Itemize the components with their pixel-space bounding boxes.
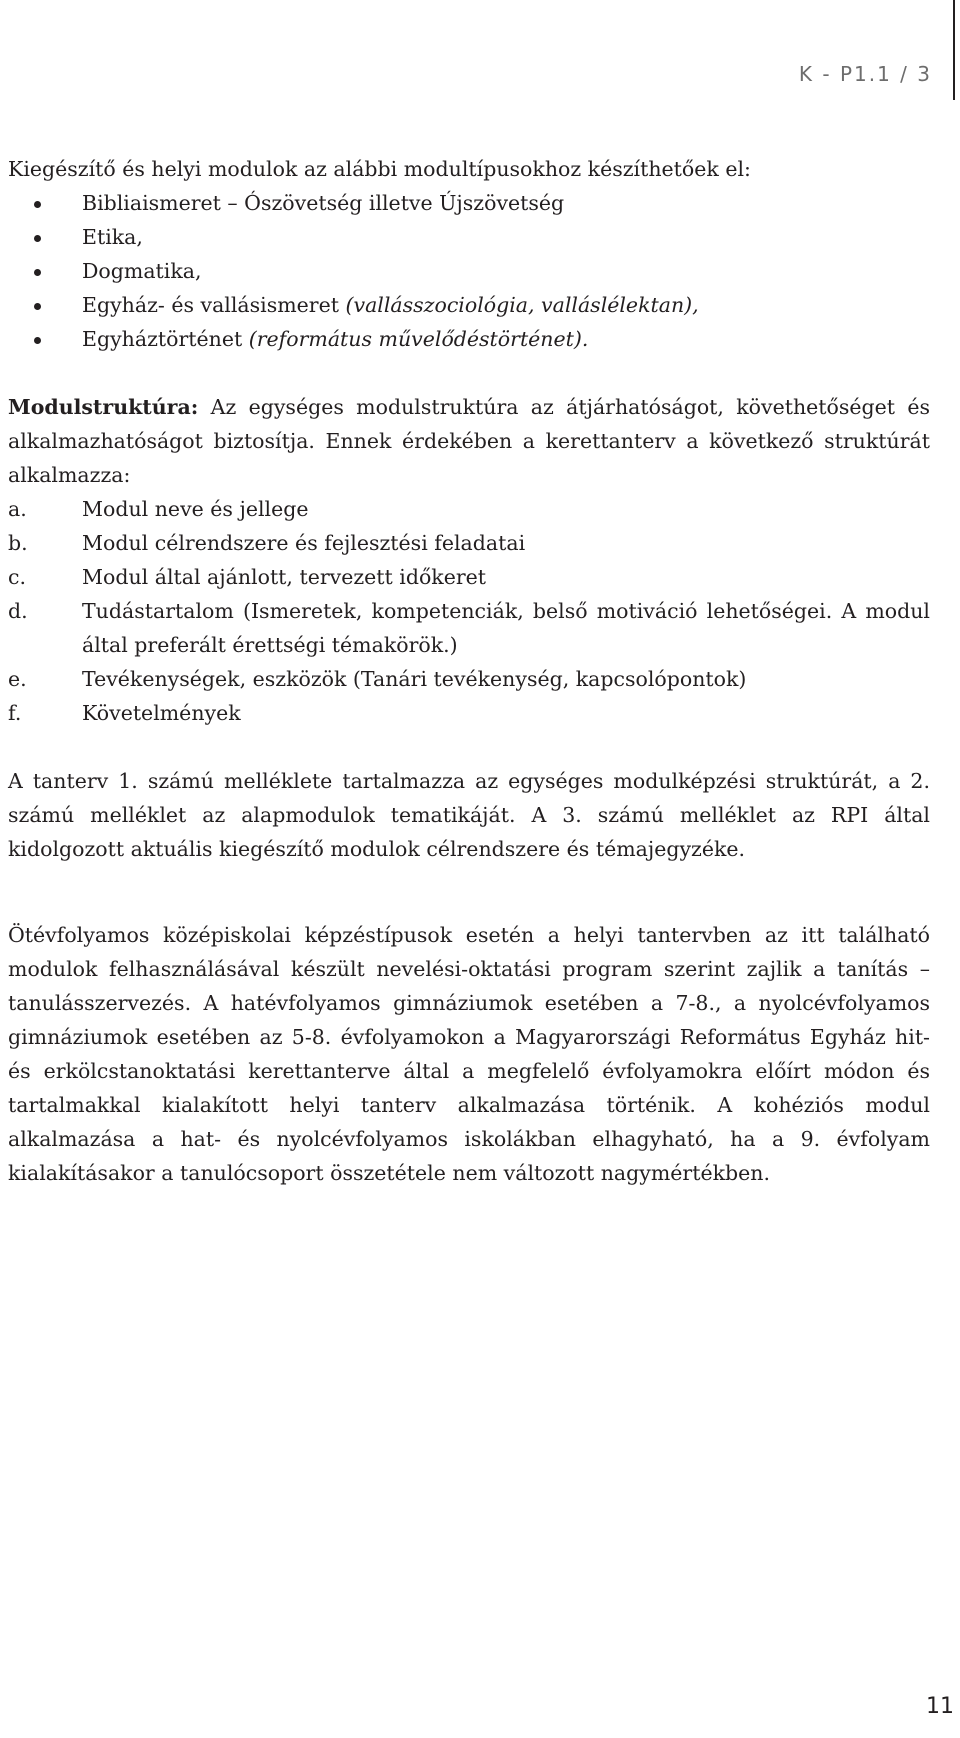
list-item: e. Tevékenységek, eszközök (Tanári tevékenység, kapcsolópontok) — [8, 667, 747, 691]
bullet-icon — [34, 201, 41, 208]
intro-paragraph: Kiegészítő és helyi modulok az alábbi modultípusokhoz készíthetőek el: — [8, 157, 751, 181]
header-vertical-rule — [953, 0, 955, 100]
list-item: Dogmatika, — [8, 254, 930, 288]
list-item: Egyháztörténet (református művelődéstörténet). — [8, 322, 930, 356]
list-item: Etika, — [8, 220, 930, 254]
list-item: Bibliaismeret – Ószövetség illetve Újszövetség — [8, 186, 930, 220]
list-item: f. Követelmények — [8, 701, 241, 725]
tanterv-paragraph: A tanterv 1. számú melléklete tartalmazza az egységes modulképzési struktúrát, a 2. számú melléklet az alapmodulok tematikáját. A 3. számú melléklet az RPI által kidolgozott aktuális kiegészítő modulok célrendszere és témajegyzéke. — [8, 769, 930, 861]
bullet-icon — [34, 303, 41, 310]
modulstruktura-label: Modulstruktúra: — [8, 395, 199, 419]
module-type-list — [8, 186, 930, 356]
otevfolyamos-paragraph: Ötévfolyamos középiskolai képzéstípusok esetén a helyi tantervben az itt található modulok felhasználásával készült nevelési-oktatási program szerint zajlik a tanítás – tanulásszervezés. A hatévfolyamos gimnáziumok esetében a 7-8., a nyolcévfolyamos gimnáziumok esetében az 5-8. évfolyamokon a Magyarországi Református Egyház hit- és erkölcstanoktatási kerettanterve által a megfelelő évfolyamokra előírt módon és tartalmakkal kialakított helyi tanterv alkalmazása történik. A kohéziós modul alkalmazása a hat- és nyolcévfolyamos iskolákban elhagyható, ha a 9. évfolyam kialakításakor a tanulócsoport összetétele nem változott nagymértékben. — [8, 923, 930, 1185]
bullet-icon — [34, 337, 41, 344]
list-item: Egyház- és vallásismeret (vallásszociológia, valláslélektan), — [8, 288, 930, 322]
list-item: d. Tudástartalom (Ismeretek, kompetenciák, belső motiváció lehetőségei. A modul által preferált érettségi témakörök.) — [8, 599, 930, 657]
modulstruktura-paragraph: Modulstruktúra: Az egységes modulstruktúra az átjárhatóságot, követhetőséget és alkalmazhatóságot biztosítja. Ennek érdekében a kerettanterv a következő struktúrát alkalmazza: — [8, 395, 930, 487]
list-item: a. Modul neve és jellege — [8, 497, 309, 521]
page-content — [8, 152, 930, 1190]
bullet-icon — [34, 269, 41, 276]
document-code: K - P1.1 / 3 — [798, 62, 932, 86]
bullet-icon — [34, 235, 41, 242]
structure-list — [8, 492, 930, 730]
list-item: b. Modul célrendszere és fejlesztési feladatai — [8, 531, 526, 555]
list-item: c. Modul által ajánlott, tervezett időkeret — [8, 565, 487, 589]
page-number: 11 — [926, 1694, 954, 1719]
